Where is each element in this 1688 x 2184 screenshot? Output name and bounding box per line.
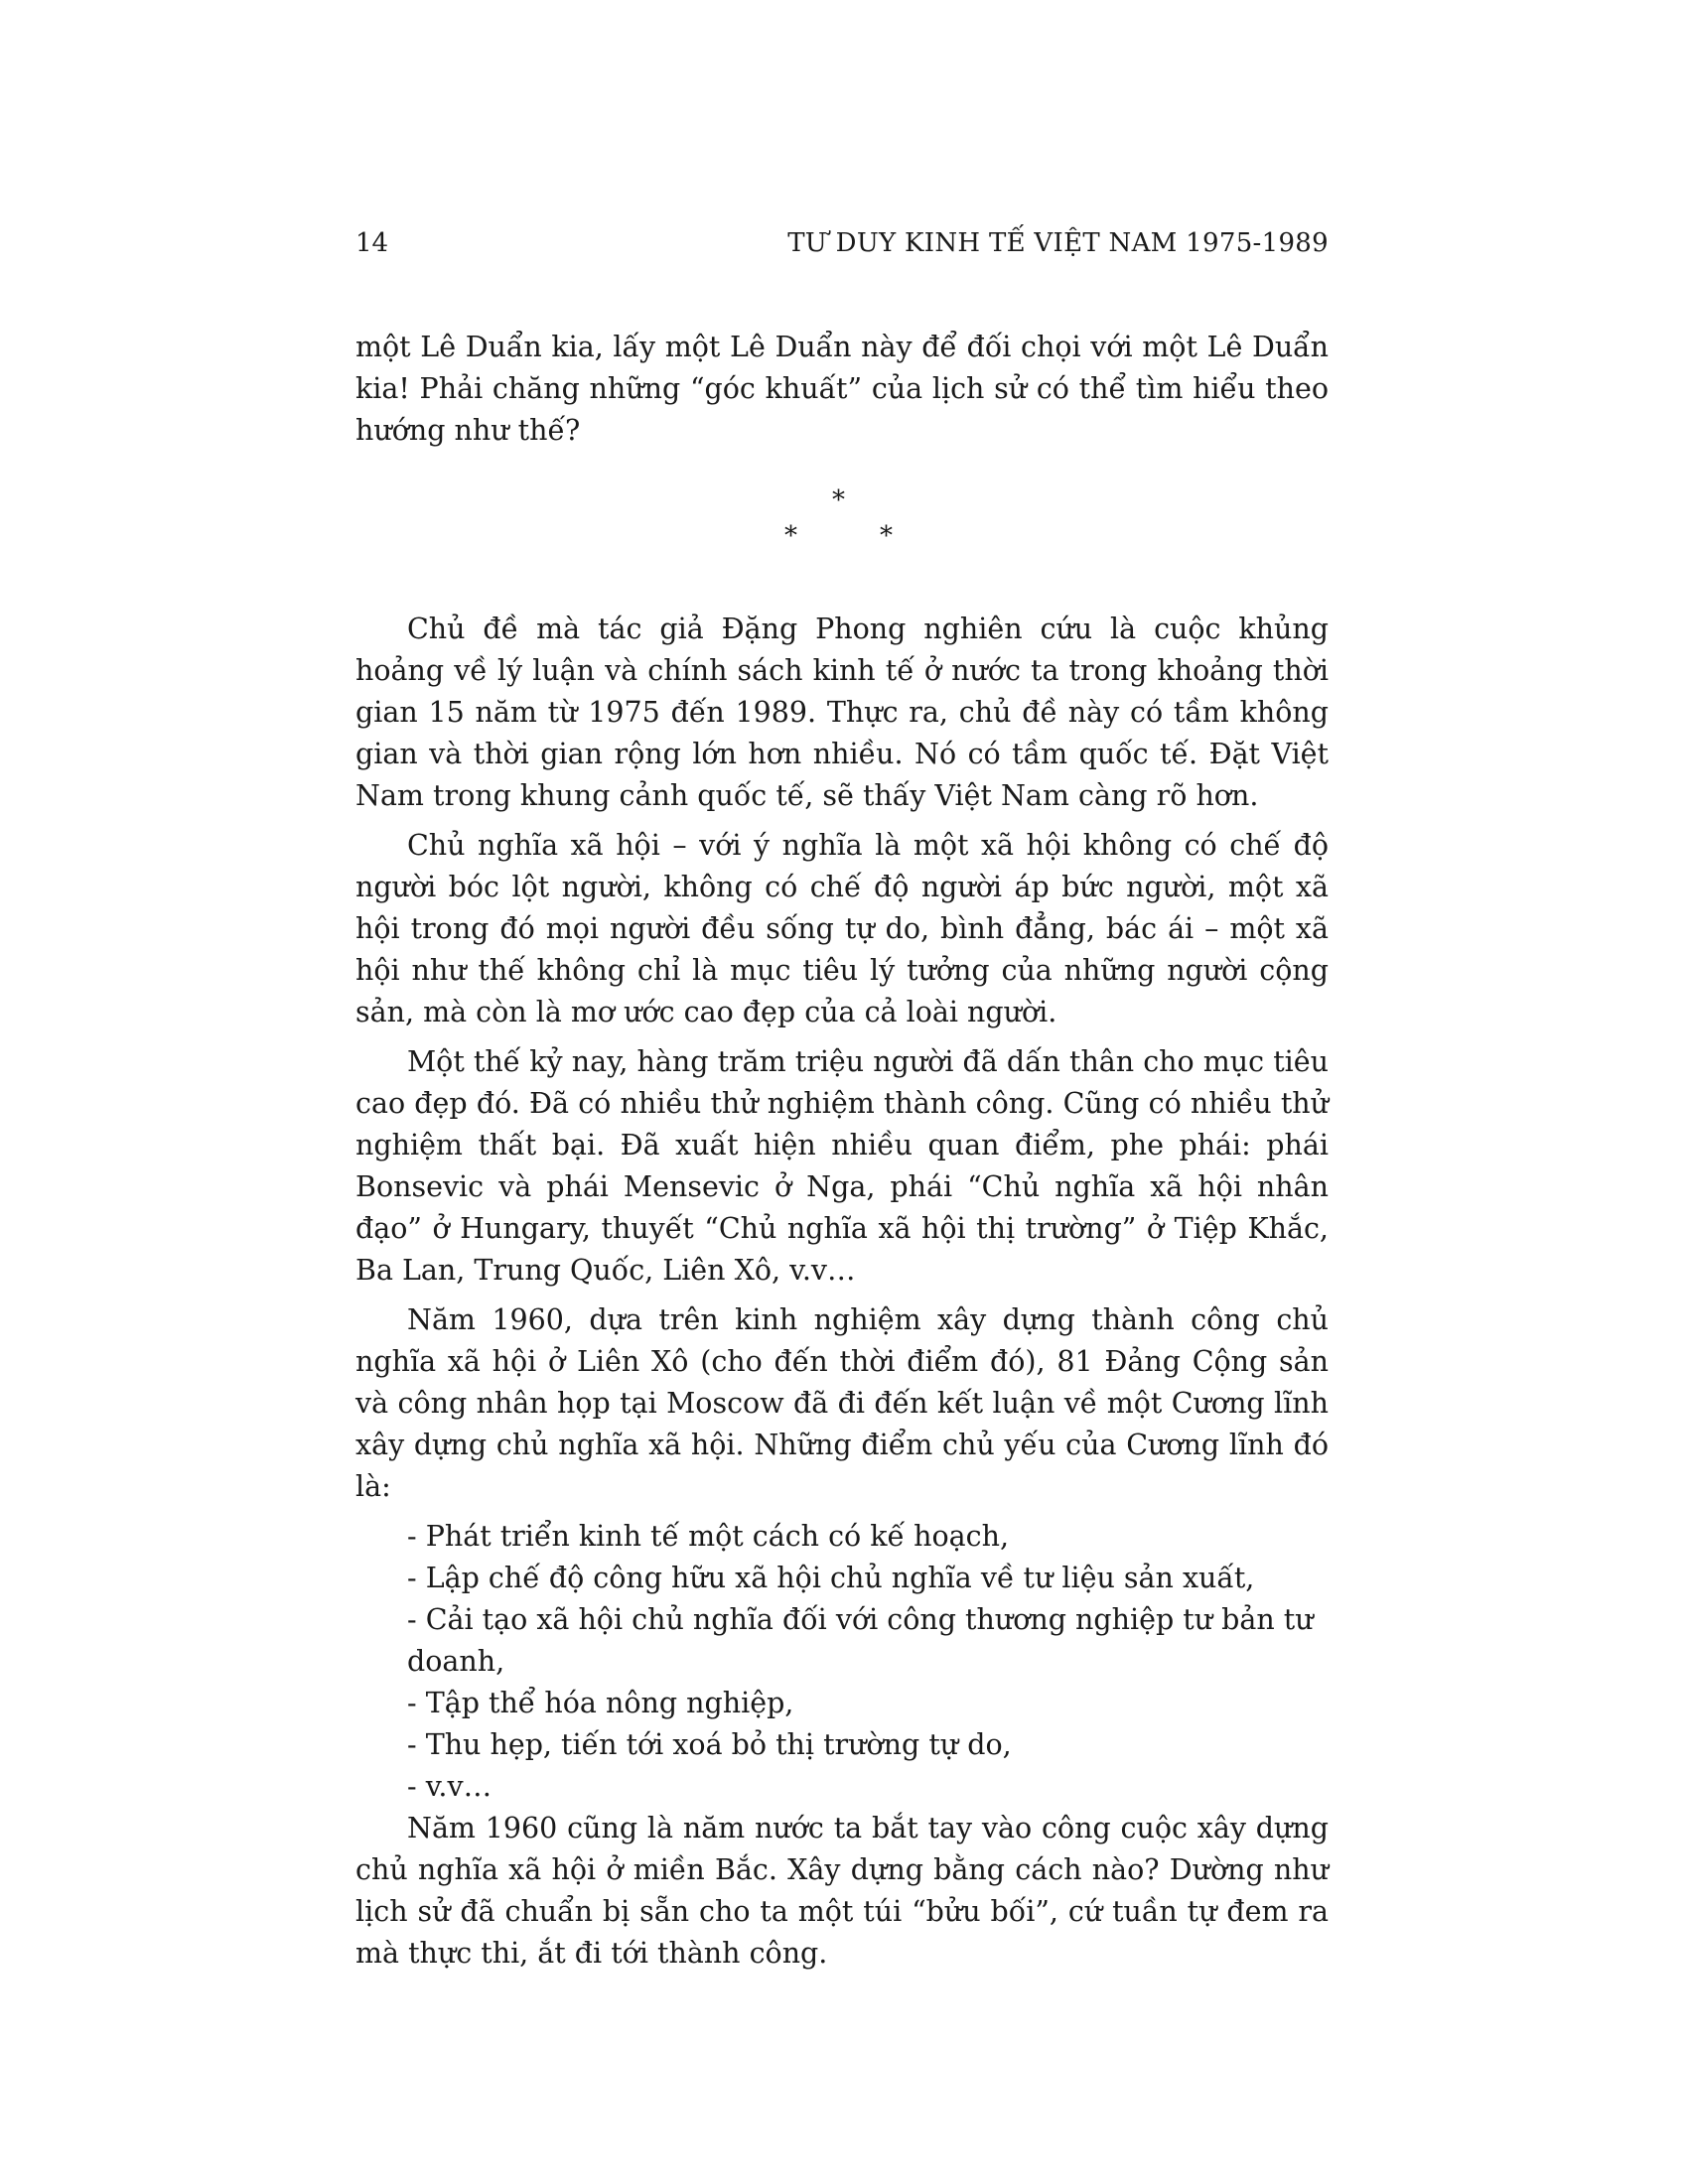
book-page — [355, 223, 1329, 1975]
program-item: - Tập thể hóa nông nghiệp, — [407, 1687, 794, 1719]
book-title: TƯ DUY KINH TẾ VIỆT NAM 1975-1989 — [787, 228, 1329, 258]
paragraph: Chủ nghĩa xã hội – với ý nghĩa là một xã hội không có chế độ người bóc lột người, không có chế độ người áp bức người, một xã hội trong đó mọi người đều sống tự do, bình đẳng, bác ái – một xã hội như thế không chỉ là mục tiêu lý tưởng của những người cộng sản, mà còn là mơ ước cao đẹp của cả loài người. — [355, 829, 1329, 1028]
separator-star-left: * — [784, 521, 797, 551]
program-item: - Thu hẹp, tiến tới xoá bỏ thị trường tự do, — [407, 1728, 1012, 1761]
program-item: - v.v… — [407, 1770, 492, 1803]
program-item: - Lập chế độ công hữu xã hội chủ nghĩa về tư liệu sản xuất, — [407, 1562, 1255, 1594]
program-list — [355, 1516, 1329, 1808]
paragraph: Năm 1960, dựa trên kinh nghiệm xây dựng thành công chủ nghĩa xã hội ở Liên Xô (cho đến thời điểm đó), 81 Đảng Cộng sản và công nhân họp tại Moscow đã đi đến kết luận về một Cương lĩnh xây dựng chủ nghĩa xã hội. Những điểm chủ yếu của Cương lĩnh đó là: — [355, 1303, 1329, 1503]
body-text — [355, 327, 1329, 1975]
program-item: - Phát triển kinh tế một cách có kế hoạch, — [407, 1520, 1010, 1553]
closing-paragraph: Năm 1960 cũng là năm nước ta bắt tay vào công cuộc xây dựng chủ nghĩa xã hội ở miền Bắc. Xây dựng bằng cách nào? Dường như lịch sử đã chuẩn bị sẵn cho ta một túi “bửu bối”, cứ tuần tự đem ra mà thực thi, ắt đi tới thành công. — [355, 1812, 1329, 1970]
paragraph: Chủ đề mà tác giả Đặng Phong nghiên cứu là cuộc khủng hoảng về lý luận và chính sách kinh tế ở nước ta trong khoảng thời gian 15 năm từ 1975 đến 1989. Thực ra, chủ đề này có tầm không gian và thời gian rộng lớn hơn nhiều. Nó có tầm quốc tế. Đặt Việt Nam trong khung cảnh quốc tế, sẽ thấy Việt Nam càng rõ hơn. — [355, 613, 1329, 812]
separator-star-right: * — [880, 521, 893, 551]
separator-star-top: * — [832, 485, 845, 515]
running-header — [355, 223, 1329, 263]
program-item: - Cải tạo xã hội chủ nghĩa đối với công thương nghiệp tư bản tư doanh, — [407, 1603, 1314, 1678]
paragraph: Một thế kỷ nay, hàng trăm triệu người đã dấn thân cho mục tiêu cao đẹp đó. Đã có nhiều thử nghiệm thành công. Cũng có nhiều thử nghiệm thất bại. Đã xuất hiện nhiều quan điểm, phe phái: phái Bonsevic và phái Mensevic ở Nga, phái “Chủ nghĩa xã hội nhân đạo” ở Hungary, thuyết “Chủ nghĩa xã hội thị trường” ở Tiệp Khắc, Ba Lan, Trung Quốc, Liên Xô, v.v… — [355, 1045, 1329, 1287]
section-separator — [355, 487, 1329, 565]
opening-paragraph: một Lê Duẩn kia, lấy một Lê Duẩn này để đối chọi với một Lê Duẩn kia! Phải chăng những “góc khuất” của lịch sử có thể tìm hiểu theo hướng như thế? — [355, 331, 1329, 447]
page-number: 14 — [355, 228, 389, 258]
